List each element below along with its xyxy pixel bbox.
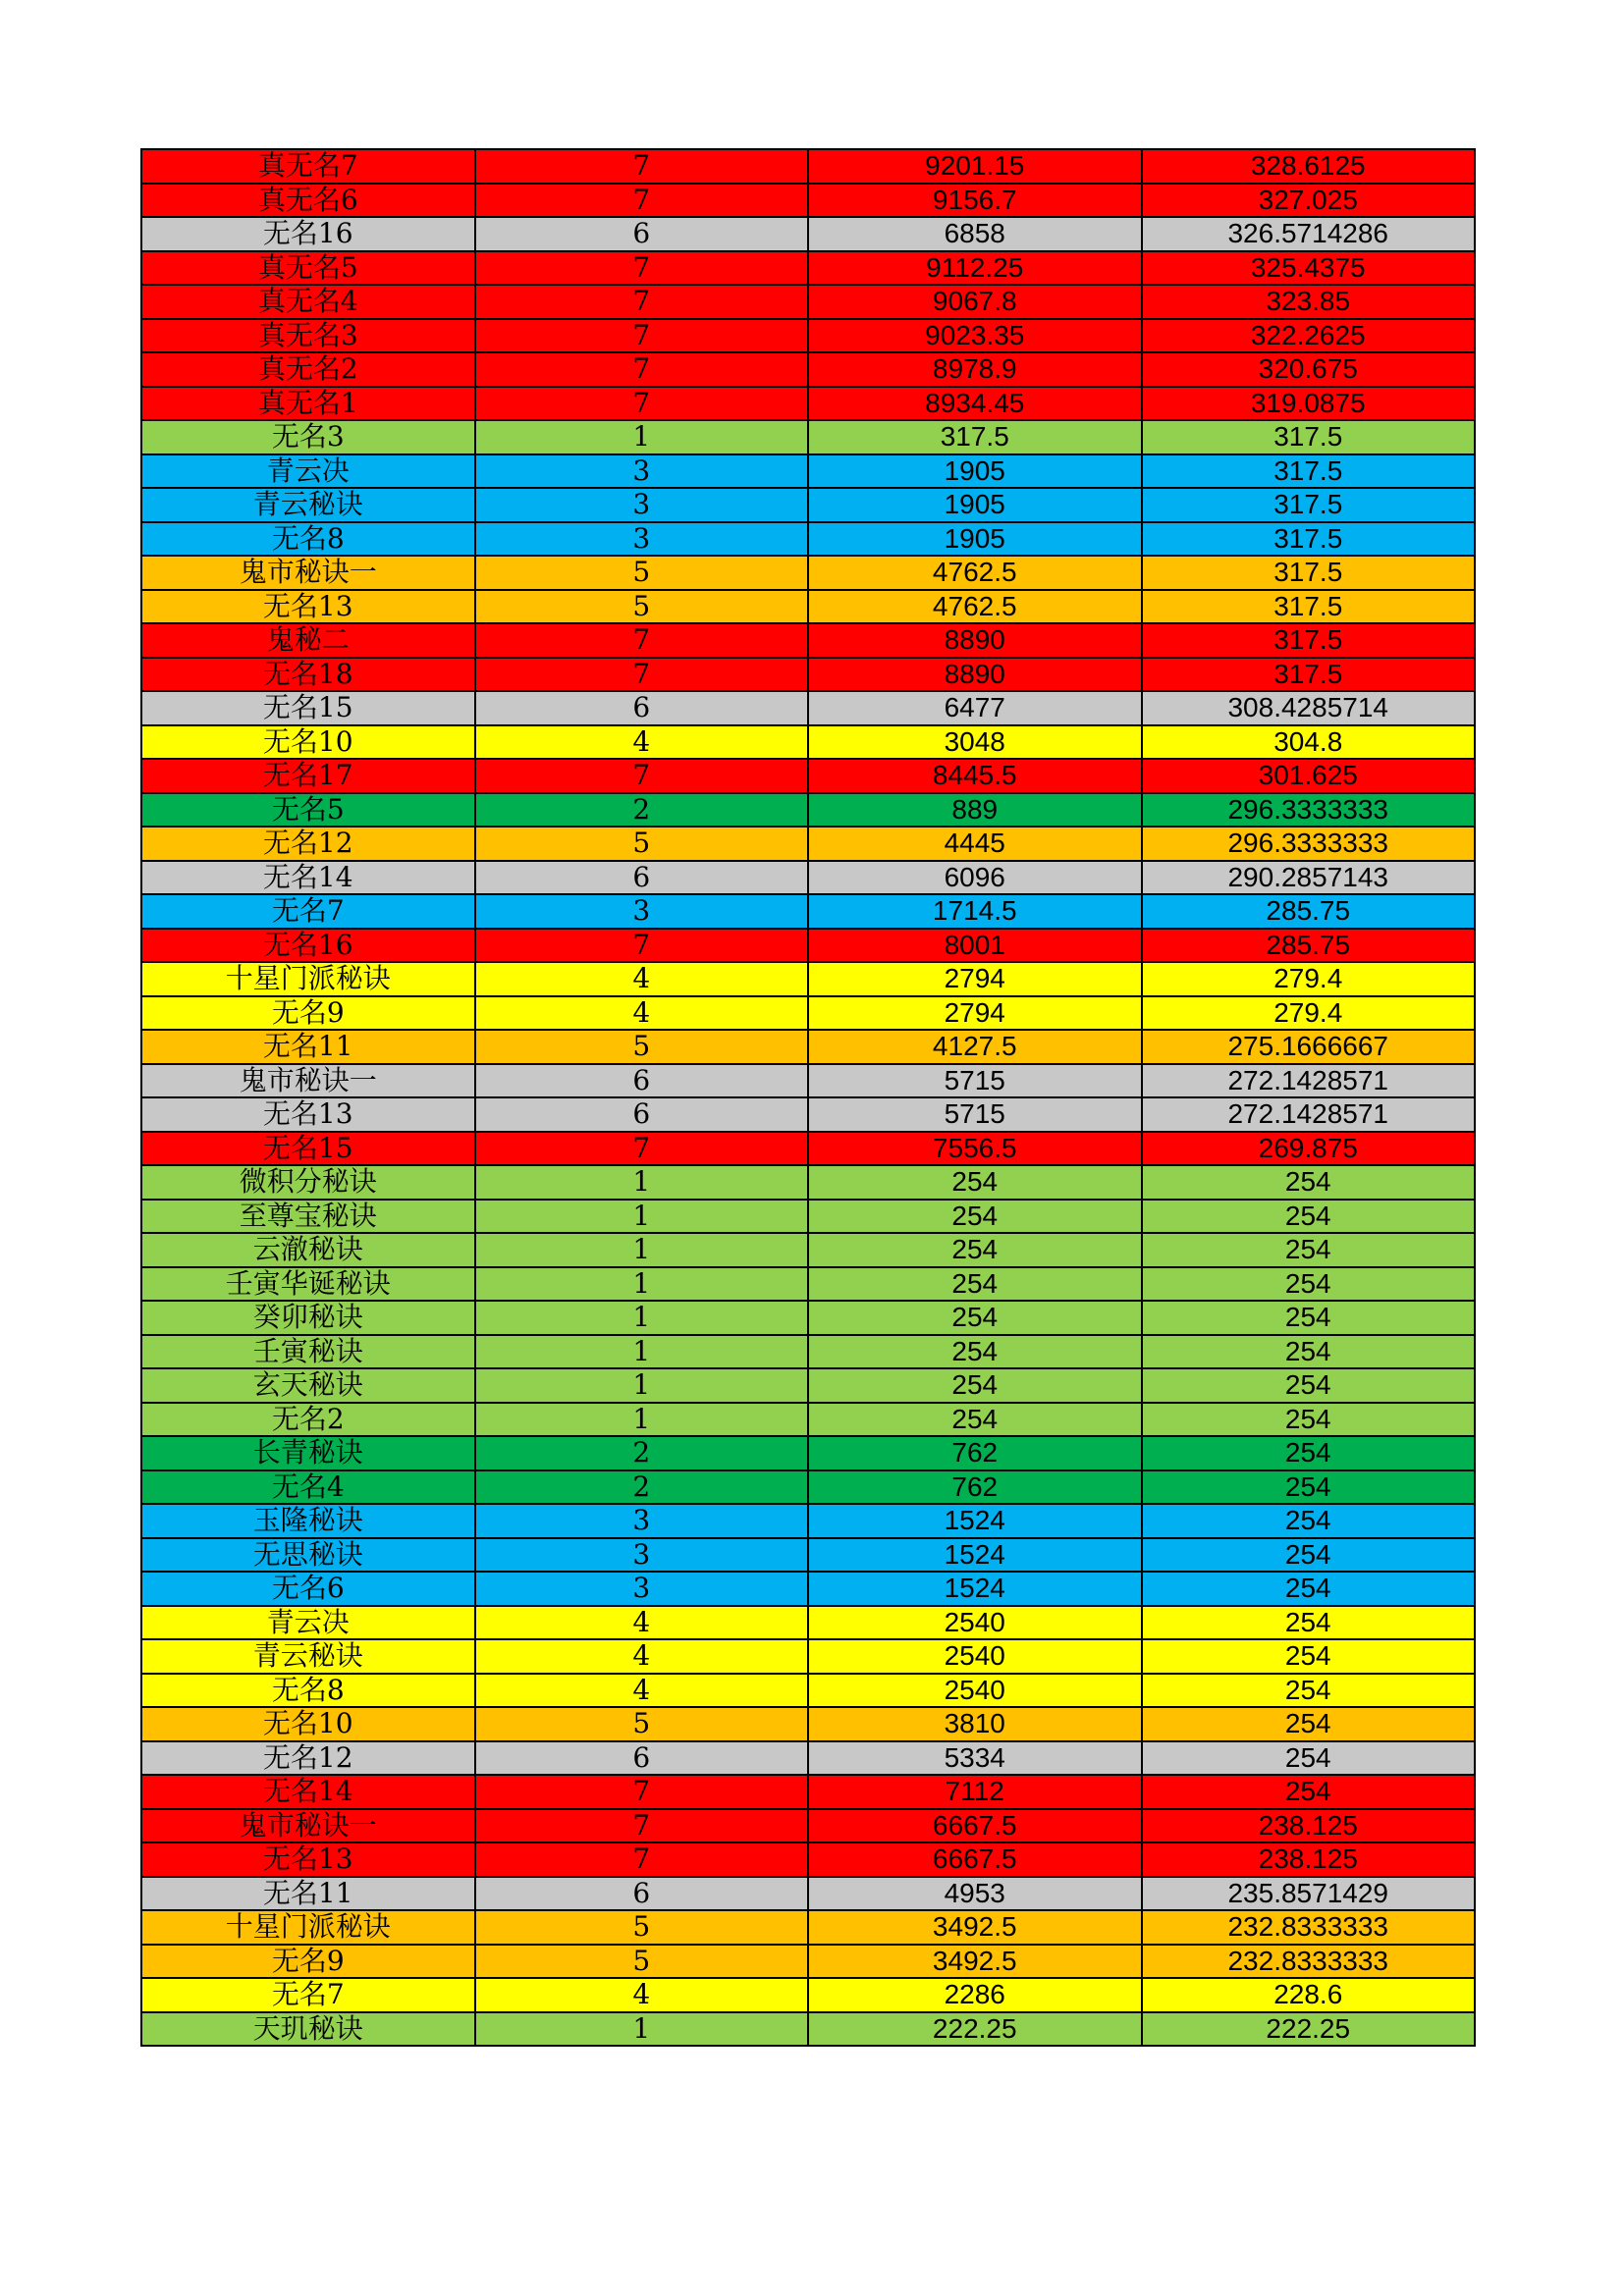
average-cell: 304.8 bbox=[1142, 725, 1476, 760]
average-cell: 317.5 bbox=[1142, 522, 1476, 557]
level-cell: 4 bbox=[475, 1606, 809, 1640]
name-cell: 无名13 bbox=[141, 1842, 475, 1877]
level-cell: 3 bbox=[475, 488, 809, 522]
table-row bbox=[141, 894, 1475, 929]
name-cell: 无名14 bbox=[141, 861, 475, 895]
name-cell: 无名9 bbox=[141, 996, 475, 1031]
name-cell: 无名16 bbox=[141, 929, 475, 963]
total-cell: 4762.5 bbox=[808, 556, 1142, 590]
table-row bbox=[141, 1267, 1475, 1302]
table-row bbox=[141, 2012, 1475, 2047]
name-cell: 无名10 bbox=[141, 725, 475, 760]
table-row bbox=[141, 861, 1475, 895]
total-cell: 9023.35 bbox=[808, 319, 1142, 353]
level-cell: 3 bbox=[475, 454, 809, 489]
total-cell: 2794 bbox=[808, 996, 1142, 1031]
name-cell: 鬼秘二 bbox=[141, 623, 475, 658]
level-cell: 7 bbox=[475, 352, 809, 387]
level-cell: 7 bbox=[475, 149, 809, 184]
level-cell: 7 bbox=[475, 658, 809, 692]
total-cell: 4127.5 bbox=[808, 1030, 1142, 1064]
table-row bbox=[141, 1639, 1475, 1674]
total-cell: 5715 bbox=[808, 1064, 1142, 1098]
total-cell: 9156.7 bbox=[808, 184, 1142, 218]
table-row bbox=[141, 1809, 1475, 1843]
name-cell: 无名9 bbox=[141, 1945, 475, 1979]
total-cell: 4445 bbox=[808, 827, 1142, 861]
level-cell: 5 bbox=[475, 556, 809, 590]
level-cell: 1 bbox=[475, 1368, 809, 1403]
average-cell: 319.0875 bbox=[1142, 387, 1476, 421]
total-cell: 1905 bbox=[808, 522, 1142, 557]
name-cell: 青云秘诀 bbox=[141, 1639, 475, 1674]
table-row bbox=[141, 1301, 1475, 1335]
average-cell: 254 bbox=[1142, 1538, 1476, 1573]
table-row bbox=[141, 1368, 1475, 1403]
table-row bbox=[141, 1572, 1475, 1606]
name-cell: 青云秘诀 bbox=[141, 488, 475, 522]
table-row bbox=[141, 556, 1475, 590]
average-cell: 320.675 bbox=[1142, 352, 1476, 387]
total-cell: 1524 bbox=[808, 1538, 1142, 1573]
level-cell: 6 bbox=[475, 1741, 809, 1776]
total-cell: 9067.8 bbox=[808, 285, 1142, 319]
average-cell: 317.5 bbox=[1142, 488, 1476, 522]
name-cell: 无名15 bbox=[141, 691, 475, 725]
name-cell: 无名6 bbox=[141, 1572, 475, 1606]
name-cell: 天玑秘诀 bbox=[141, 2012, 475, 2047]
total-cell: 6667.5 bbox=[808, 1809, 1142, 1843]
total-cell: 254 bbox=[808, 1335, 1142, 1369]
total-cell: 6667.5 bbox=[808, 1842, 1142, 1877]
total-cell: 2540 bbox=[808, 1639, 1142, 1674]
total-cell: 5334 bbox=[808, 1741, 1142, 1776]
name-cell: 鬼市秘诀一 bbox=[141, 556, 475, 590]
name-cell: 无名2 bbox=[141, 1403, 475, 1437]
name-cell: 云澈秘诀 bbox=[141, 1233, 475, 1267]
level-cell: 1 bbox=[475, 420, 809, 454]
total-cell: 5715 bbox=[808, 1097, 1142, 1132]
average-cell: 254 bbox=[1142, 1436, 1476, 1470]
level-cell: 1 bbox=[475, 1301, 809, 1335]
table-row bbox=[141, 1504, 1475, 1538]
total-cell: 1905 bbox=[808, 488, 1142, 522]
table-row bbox=[141, 1674, 1475, 1708]
average-cell: 323.85 bbox=[1142, 285, 1476, 319]
average-cell: 254 bbox=[1142, 1403, 1476, 1437]
name-cell: 无名13 bbox=[141, 590, 475, 624]
level-cell: 6 bbox=[475, 861, 809, 895]
name-cell: 十星门派秘诀 bbox=[141, 962, 475, 996]
level-cell: 1 bbox=[475, 1403, 809, 1437]
average-cell: 254 bbox=[1142, 1572, 1476, 1606]
total-cell: 2540 bbox=[808, 1606, 1142, 1640]
name-cell: 无名11 bbox=[141, 1877, 475, 1911]
average-cell: 326.5714286 bbox=[1142, 217, 1476, 251]
table-row bbox=[141, 793, 1475, 828]
average-cell: 327.025 bbox=[1142, 184, 1476, 218]
level-cell: 5 bbox=[475, 827, 809, 861]
table-row bbox=[141, 1030, 1475, 1064]
total-cell: 8890 bbox=[808, 623, 1142, 658]
total-cell: 254 bbox=[808, 1200, 1142, 1234]
level-cell: 1 bbox=[475, 1165, 809, 1200]
level-cell: 4 bbox=[475, 996, 809, 1031]
level-cell: 3 bbox=[475, 894, 809, 929]
name-cell: 无名16 bbox=[141, 217, 475, 251]
table-row bbox=[141, 149, 1475, 184]
table-row bbox=[141, 1436, 1475, 1470]
name-cell: 无名7 bbox=[141, 1978, 475, 2012]
total-cell: 3492.5 bbox=[808, 1910, 1142, 1945]
table-row bbox=[141, 1165, 1475, 1200]
level-cell: 3 bbox=[475, 1572, 809, 1606]
name-cell: 真无名3 bbox=[141, 319, 475, 353]
level-cell: 7 bbox=[475, 251, 809, 286]
table-row bbox=[141, 285, 1475, 319]
name-cell: 无名4 bbox=[141, 1470, 475, 1505]
total-cell: 8445.5 bbox=[808, 759, 1142, 793]
name-cell: 无名11 bbox=[141, 1030, 475, 1064]
table-row bbox=[141, 1842, 1475, 1877]
level-cell: 4 bbox=[475, 1639, 809, 1674]
table-row bbox=[141, 454, 1475, 489]
total-cell: 3048 bbox=[808, 725, 1142, 760]
level-cell: 2 bbox=[475, 1470, 809, 1505]
total-cell: 762 bbox=[808, 1436, 1142, 1470]
table-row bbox=[141, 1335, 1475, 1369]
table-body bbox=[141, 149, 1475, 2046]
table-row bbox=[141, 1775, 1475, 1809]
level-cell: 6 bbox=[475, 1877, 809, 1911]
level-cell: 5 bbox=[475, 1910, 809, 1945]
name-cell: 玄天秘诀 bbox=[141, 1368, 475, 1403]
total-cell: 4762.5 bbox=[808, 590, 1142, 624]
total-cell: 254 bbox=[808, 1403, 1142, 1437]
name-cell: 鬼市秘诀一 bbox=[141, 1064, 475, 1098]
table-row bbox=[141, 488, 1475, 522]
level-cell: 7 bbox=[475, 1809, 809, 1843]
average-cell: 222.25 bbox=[1142, 2012, 1476, 2047]
average-cell: 322.2625 bbox=[1142, 319, 1476, 353]
name-cell: 真无名2 bbox=[141, 352, 475, 387]
total-cell: 2286 bbox=[808, 1978, 1142, 2012]
average-cell: 228.6 bbox=[1142, 1978, 1476, 2012]
name-cell: 无名15 bbox=[141, 1132, 475, 1166]
total-cell: 1524 bbox=[808, 1504, 1142, 1538]
total-cell: 762 bbox=[808, 1470, 1142, 1505]
level-cell: 6 bbox=[475, 1097, 809, 1132]
table-row bbox=[141, 387, 1475, 421]
total-cell: 889 bbox=[808, 793, 1142, 828]
level-cell: 7 bbox=[475, 759, 809, 793]
total-cell: 3810 bbox=[808, 1707, 1142, 1741]
level-cell: 1 bbox=[475, 1233, 809, 1267]
table-row bbox=[141, 590, 1475, 624]
average-cell: 275.1666667 bbox=[1142, 1030, 1476, 1064]
total-cell: 1524 bbox=[808, 1572, 1142, 1606]
name-cell: 无名8 bbox=[141, 522, 475, 557]
total-cell: 6477 bbox=[808, 691, 1142, 725]
average-cell: 290.2857143 bbox=[1142, 861, 1476, 895]
table-row bbox=[141, 184, 1475, 218]
name-cell: 无名14 bbox=[141, 1775, 475, 1809]
level-cell: 7 bbox=[475, 184, 809, 218]
average-cell: 254 bbox=[1142, 1775, 1476, 1809]
table-row bbox=[141, 1606, 1475, 1640]
level-cell: 6 bbox=[475, 691, 809, 725]
total-cell: 2794 bbox=[808, 962, 1142, 996]
total-cell: 8890 bbox=[808, 658, 1142, 692]
level-cell: 5 bbox=[475, 1030, 809, 1064]
table-row bbox=[141, 1538, 1475, 1573]
table-row bbox=[141, 1064, 1475, 1098]
name-cell: 无名8 bbox=[141, 1674, 475, 1708]
name-cell: 无名12 bbox=[141, 1741, 475, 1776]
average-cell: 285.75 bbox=[1142, 894, 1476, 929]
level-cell: 7 bbox=[475, 623, 809, 658]
name-cell: 壬寅华诞秘诀 bbox=[141, 1267, 475, 1302]
level-cell: 6 bbox=[475, 1064, 809, 1098]
name-cell: 真无名1 bbox=[141, 387, 475, 421]
name-cell: 十星门派秘诀 bbox=[141, 1910, 475, 1945]
average-cell: 317.5 bbox=[1142, 454, 1476, 489]
level-cell: 7 bbox=[475, 387, 809, 421]
name-cell: 真无名4 bbox=[141, 285, 475, 319]
table-row bbox=[141, 996, 1475, 1031]
table-row bbox=[141, 1200, 1475, 1234]
total-cell: 317.5 bbox=[808, 420, 1142, 454]
level-cell: 2 bbox=[475, 1436, 809, 1470]
average-cell: 296.3333333 bbox=[1142, 827, 1476, 861]
average-cell: 254 bbox=[1142, 1504, 1476, 1538]
average-cell: 279.4 bbox=[1142, 996, 1476, 1031]
name-cell: 微积分秘诀 bbox=[141, 1165, 475, 1200]
table-row bbox=[141, 827, 1475, 861]
total-cell: 6096 bbox=[808, 861, 1142, 895]
average-cell: 254 bbox=[1142, 1707, 1476, 1741]
table-row bbox=[141, 1877, 1475, 1911]
level-cell: 2 bbox=[475, 793, 809, 828]
average-cell: 232.8333333 bbox=[1142, 1945, 1476, 1979]
name-cell: 长青秘诀 bbox=[141, 1436, 475, 1470]
name-cell: 无名7 bbox=[141, 894, 475, 929]
total-cell: 8978.9 bbox=[808, 352, 1142, 387]
name-cell: 无名10 bbox=[141, 1707, 475, 1741]
level-cell: 7 bbox=[475, 929, 809, 963]
table-row bbox=[141, 929, 1475, 963]
average-cell: 254 bbox=[1142, 1470, 1476, 1505]
name-cell: 无名18 bbox=[141, 658, 475, 692]
table-row bbox=[141, 1910, 1475, 1945]
level-cell: 3 bbox=[475, 1538, 809, 1573]
data-table bbox=[140, 148, 1476, 2047]
total-cell: 7556.5 bbox=[808, 1132, 1142, 1166]
level-cell: 4 bbox=[475, 1674, 809, 1708]
average-cell: 254 bbox=[1142, 1368, 1476, 1403]
level-cell: 3 bbox=[475, 1504, 809, 1538]
average-cell: 238.125 bbox=[1142, 1842, 1476, 1877]
level-cell: 7 bbox=[475, 1842, 809, 1877]
average-cell: 272.1428571 bbox=[1142, 1097, 1476, 1132]
level-cell: 4 bbox=[475, 725, 809, 760]
table-row bbox=[141, 319, 1475, 353]
total-cell: 1905 bbox=[808, 454, 1142, 489]
total-cell: 4953 bbox=[808, 1877, 1142, 1911]
name-cell: 至尊宝秘诀 bbox=[141, 1200, 475, 1234]
average-cell: 238.125 bbox=[1142, 1809, 1476, 1843]
average-cell: 296.3333333 bbox=[1142, 793, 1476, 828]
level-cell: 4 bbox=[475, 1978, 809, 2012]
level-cell: 1 bbox=[475, 1335, 809, 1369]
name-cell: 无名13 bbox=[141, 1097, 475, 1132]
total-cell: 7112 bbox=[808, 1775, 1142, 1809]
average-cell: 317.5 bbox=[1142, 590, 1476, 624]
table-row bbox=[141, 1097, 1475, 1132]
table-row bbox=[141, 251, 1475, 286]
level-cell: 7 bbox=[475, 285, 809, 319]
average-cell: 254 bbox=[1142, 1639, 1476, 1674]
table-row bbox=[141, 1132, 1475, 1166]
name-cell: 青云决 bbox=[141, 454, 475, 489]
table-row bbox=[141, 962, 1475, 996]
total-cell: 9201.15 bbox=[808, 149, 1142, 184]
table-row bbox=[141, 522, 1475, 557]
table-row bbox=[141, 1707, 1475, 1741]
average-cell: 269.875 bbox=[1142, 1132, 1476, 1166]
name-cell: 鬼市秘诀一 bbox=[141, 1809, 475, 1843]
average-cell: 254 bbox=[1142, 1165, 1476, 1200]
average-cell: 254 bbox=[1142, 1267, 1476, 1302]
level-cell: 3 bbox=[475, 522, 809, 557]
level-cell: 1 bbox=[475, 1267, 809, 1302]
total-cell: 254 bbox=[808, 1165, 1142, 1200]
average-cell: 285.75 bbox=[1142, 929, 1476, 963]
level-cell: 5 bbox=[475, 590, 809, 624]
average-cell: 317.5 bbox=[1142, 623, 1476, 658]
average-cell: 317.5 bbox=[1142, 556, 1476, 590]
average-cell: 325.4375 bbox=[1142, 251, 1476, 286]
table-row bbox=[141, 420, 1475, 454]
average-cell: 308.4285714 bbox=[1142, 691, 1476, 725]
total-cell: 254 bbox=[808, 1368, 1142, 1403]
total-cell: 6858 bbox=[808, 217, 1142, 251]
name-cell: 青云决 bbox=[141, 1606, 475, 1640]
level-cell: 7 bbox=[475, 1775, 809, 1809]
name-cell: 癸卯秘诀 bbox=[141, 1301, 475, 1335]
name-cell: 无名17 bbox=[141, 759, 475, 793]
level-cell: 5 bbox=[475, 1945, 809, 1979]
average-cell: 317.5 bbox=[1142, 658, 1476, 692]
average-cell: 254 bbox=[1142, 1200, 1476, 1234]
total-cell: 254 bbox=[808, 1301, 1142, 1335]
average-cell: 328.6125 bbox=[1142, 149, 1476, 184]
total-cell: 3492.5 bbox=[808, 1945, 1142, 1979]
total-cell: 9112.25 bbox=[808, 251, 1142, 286]
table-row bbox=[141, 658, 1475, 692]
table-row bbox=[141, 759, 1475, 793]
level-cell: 6 bbox=[475, 217, 809, 251]
level-cell: 1 bbox=[475, 2012, 809, 2047]
level-cell: 4 bbox=[475, 962, 809, 996]
table-row bbox=[141, 217, 1475, 251]
average-cell: 279.4 bbox=[1142, 962, 1476, 996]
level-cell: 7 bbox=[475, 319, 809, 353]
name-cell: 真无名7 bbox=[141, 149, 475, 184]
name-cell: 真无名5 bbox=[141, 251, 475, 286]
level-cell: 7 bbox=[475, 1132, 809, 1166]
table-row bbox=[141, 352, 1475, 387]
table-row bbox=[141, 1945, 1475, 1979]
total-cell: 222.25 bbox=[808, 2012, 1142, 2047]
name-cell: 无思秘诀 bbox=[141, 1538, 475, 1573]
name-cell: 玉隆秘诀 bbox=[141, 1504, 475, 1538]
average-cell: 317.5 bbox=[1142, 420, 1476, 454]
total-cell: 8001 bbox=[808, 929, 1142, 963]
total-cell: 254 bbox=[808, 1233, 1142, 1267]
average-cell: 235.8571429 bbox=[1142, 1877, 1476, 1911]
name-cell: 无名3 bbox=[141, 420, 475, 454]
average-cell: 272.1428571 bbox=[1142, 1064, 1476, 1098]
name-cell: 无名12 bbox=[141, 827, 475, 861]
table-row bbox=[141, 623, 1475, 658]
total-cell: 1714.5 bbox=[808, 894, 1142, 929]
average-cell: 254 bbox=[1142, 1301, 1476, 1335]
average-cell: 232.8333333 bbox=[1142, 1910, 1476, 1945]
average-cell: 254 bbox=[1142, 1335, 1476, 1369]
table-row bbox=[141, 1978, 1475, 2012]
total-cell: 254 bbox=[808, 1267, 1142, 1302]
name-cell: 壬寅秘诀 bbox=[141, 1335, 475, 1369]
level-cell: 5 bbox=[475, 1707, 809, 1741]
average-cell: 301.625 bbox=[1142, 759, 1476, 793]
total-cell: 8934.45 bbox=[808, 387, 1142, 421]
table-row bbox=[141, 1403, 1475, 1437]
table-row bbox=[141, 1741, 1475, 1776]
level-cell: 1 bbox=[475, 1200, 809, 1234]
average-cell: 254 bbox=[1142, 1606, 1476, 1640]
name-cell: 真无名6 bbox=[141, 184, 475, 218]
total-cell: 2540 bbox=[808, 1674, 1142, 1708]
name-cell: 无名5 bbox=[141, 793, 475, 828]
table-row bbox=[141, 1470, 1475, 1505]
table-row bbox=[141, 691, 1475, 725]
average-cell: 254 bbox=[1142, 1741, 1476, 1776]
average-cell: 254 bbox=[1142, 1674, 1476, 1708]
table-row bbox=[141, 725, 1475, 760]
table-row bbox=[141, 1233, 1475, 1267]
average-cell: 254 bbox=[1142, 1233, 1476, 1267]
